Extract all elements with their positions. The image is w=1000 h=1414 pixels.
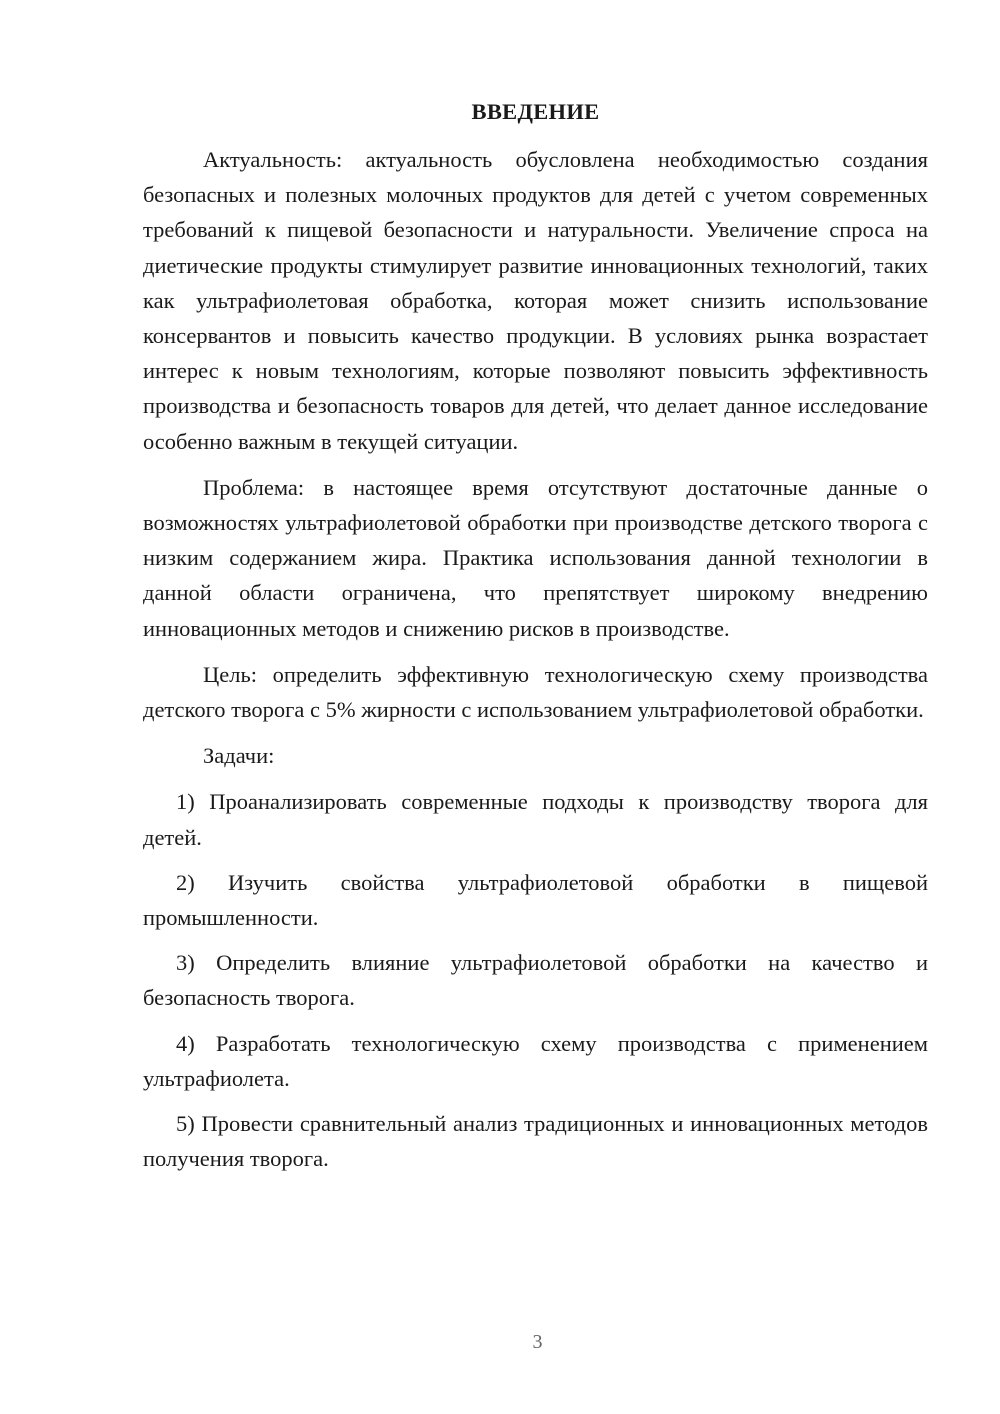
task-item-2: 2) Изучить свойства ультрафиолетовой обработки в пищевой промышленности. [143,869,928,931]
section-title: ВВЕДЕНИЕ [471,99,600,124]
paragraph-problem: Проблема: в настоящее время отсутствуют достаточные данные о возможностях ультрафиолетовой обработки при производстве детского творога с низким содержанием жира. Практика использования данной технологии в данной области ограничена, что препятствует широкому внедрению инновационных методов и снижению рисков в производстве. [143,474,928,641]
tasks-label: Задачи: [203,743,275,769]
page-number: 3 [532,1331,543,1353]
task-item-1: 1) Проанализировать современные подходы к производству творога для детей. [143,789,928,850]
paragraph-goal: Цель: определить эффективную технологическую схему производства детского творога с 5% жирности с использованием ультрафиолетовой обработки. [143,661,928,723]
document-body [143,94,928,1186]
paragraph-relevance: Актуальность: актуальность обусловлена необходимостью создания безопасных и полезных молочных продуктов для детей с учетом современных требований к пищевой безопасности и натуральности. Увеличение спроса на диетические продукты стимулирует развитие инновационных технологий, таких как ультрафиолетовая обработка, которая может снизить использование консервантов и повысить качество продукции. В условиях рынка возрастает интерес к новым технологиям, которые позволяют повысить эффективность производства и безопасность товаров для детей, что делает данное исследование особенно важным в текущей ситуации. [143,147,928,454]
task-item-5: 5) Провести сравнительный анализ традиционных и инновационных методов получения творога. [143,1111,928,1172]
task-item-3: 3) Определить влияние ультрафиолетовой обработки на качество и безопасность творога. [143,950,928,1011]
task-item-4: 4) Разработать технологическую схему производства с применением ультрафиолета. [143,1030,928,1091]
